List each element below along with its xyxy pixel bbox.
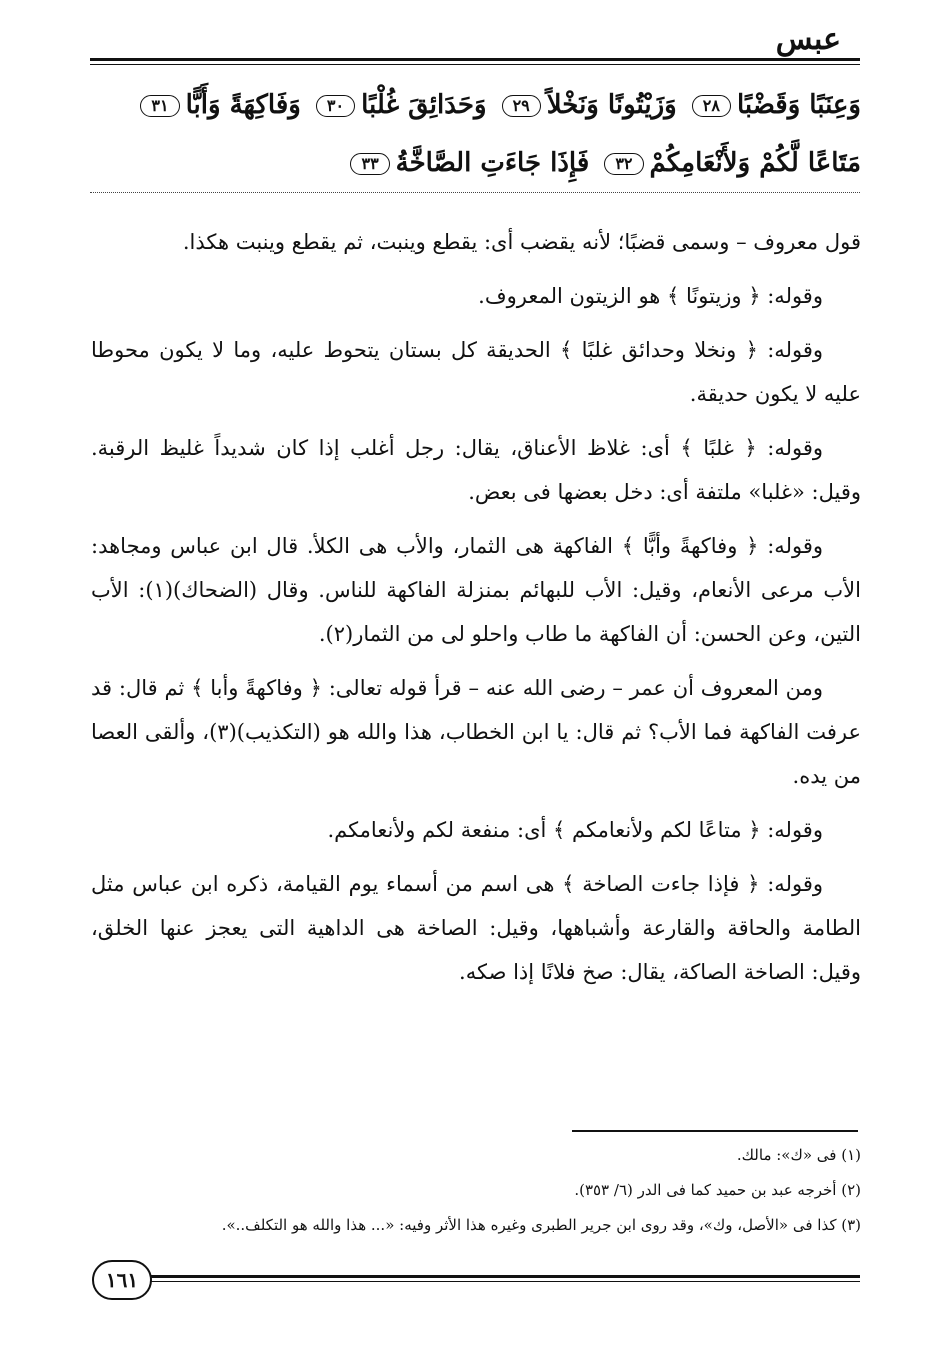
- surah-title: عبس: [775, 22, 841, 57]
- paragraph: وقوله: ﴿ فإذا جاءت الصاخة ﴾ هى اسم من أسماء يوم القيامة، ذكره ابن عباس مثل الطامة والحاقة والقارعة وأشباهها، وقيل: الصاخة هى الداهية التى يعجز عنها الخلق، وقيل: الصاخة الصاكة، يقال: صخ فلانًا إذا صكه.: [91, 872, 861, 984]
- verse-text: وَزَيْتُونًا وَنَخْلاً: [546, 90, 677, 120]
- footer-rule: [150, 1275, 860, 1282]
- verse-number: ٣٣: [350, 153, 389, 175]
- footnote: (١) فى «ك»: مالك.: [736, 1146, 861, 1164]
- verse-text: وَفَاكِهَةً وَأَبًّا: [185, 90, 301, 120]
- verse-text: فَإِذَا جَاءَتِ الصَّاخَّةُ: [395, 148, 590, 178]
- verse-text: وَعِنَبًا وَقَضْبًا: [736, 90, 861, 120]
- paragraph: قول معروف – وسمى قضبًا؛ لأنه يقضب أى: يقطع وينبت، ثم يقطع وينبت هكذا.: [182, 230, 861, 254]
- quran-verses: [71, 76, 861, 192]
- verses-separator: [90, 192, 860, 193]
- verse-number: ٣١: [140, 95, 179, 117]
- footnote: (٣) كذا فى «الأصل، وك»، وقد روى ابن جرير الطبرى وغيره هذا الأثر وفيه: «... هذا والله هو التكلف..».: [221, 1216, 861, 1234]
- verse-text: مَتَاعًا لَّكُمْ وَلأَنْعَامِكُمْ: [649, 148, 861, 178]
- commentary-body: [91, 220, 861, 1004]
- paragraph: وقوله: ﴿ غلبًا ﴾ أى: غلاظ الأعناق، يقال: رجل أغلب إذا كان شديداً غليظ الرقبة. وقيل: «غلبا» ملتفة أى: دخل بعضها فى بعض.: [91, 436, 861, 504]
- paragraph: وقوله: ﴿ متاعًا لكم ولأنعامكم ﴾ أى: منفعة لكم ولأنعامكم.: [327, 818, 823, 842]
- verse-number: ٢٨: [692, 95, 731, 117]
- paragraph: وقوله: ﴿ ونخلا وحدائق غلبًا ﴾ الحديقة كل بستان يتحوط عليه، وما لا يكون محوطا عليه لا يكون حديقة.: [91, 338, 861, 406]
- paragraph: وقوله: ﴿ وفاكهةً وأبًّا ﴾ الفاكهة هى الثمار، والأب هى الكلأ. قال ابن عباس ومجاهد: الأب مرعى الأنعام، وقيل: الأب للبهائم بمنزلة الفاكهة للناس. وقال (الضحاك)(١): الأب التين، وعن الحسن: أن الفاكهة ما طاب واحلو لى من الثمار(٢).: [91, 534, 861, 646]
- paragraph: ومن المعروف أن عمر – رضى الله عنه – قرأ قوله تعالى: ﴿ وفاكهةً وأبا ﴾ ثم قال: قد عرفت الفاكهة فما الأب؟ ثم قال: يا ابن الخطاب، هذا والله هو (التكذيب)(٣)، وألقى العصا من يده.: [91, 676, 862, 788]
- paragraph: وقوله: ﴿ وزيتونًا ﴾ هو الزيتون المعروف.: [478, 284, 823, 308]
- verse-number: ٣٢: [604, 153, 643, 175]
- footnote-separator: [572, 1130, 858, 1132]
- header-rule: [90, 58, 860, 65]
- footnotes: [71, 1138, 861, 1243]
- verse-number: ٢٩: [502, 95, 541, 117]
- verse-number: ٣٠: [316, 95, 355, 117]
- verse-text: وَحَدَائِقَ غُلْبًا: [361, 90, 487, 120]
- footnote: (٢) أخرجه عبد بن حميد كما فى الدر (٦/ ٣٥٣).: [574, 1181, 861, 1199]
- page-number: ١٦١: [92, 1260, 152, 1300]
